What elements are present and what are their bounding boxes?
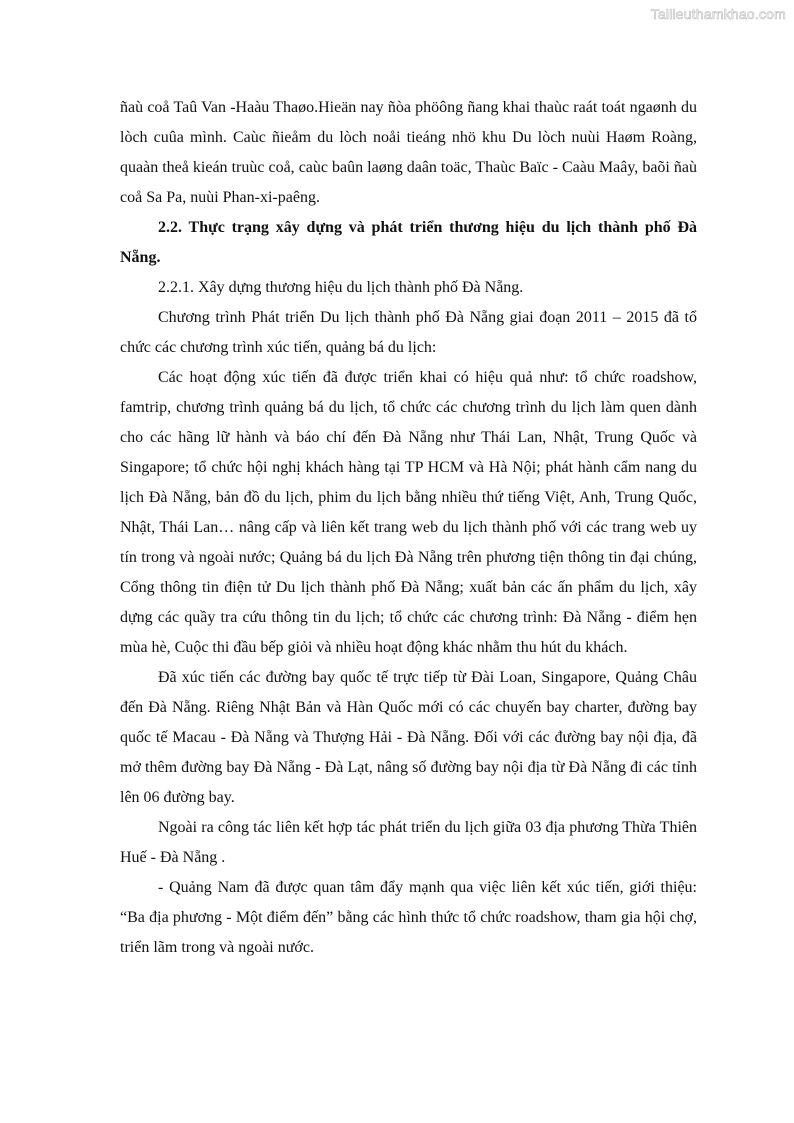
paragraph-flights: Đã xúc tiến các đường bay quốc tế trực tiếp từ Đài Loan, Singapore, Quảng Châu đến Đà Nẵng. Riêng Nhật Bản và Hàn Quốc mới có các chuyến bay charter, đường bay quốc tế Macau - Đà Nẵng và Thượng Hải - Đà Nẵng. Đối với các đường bay nội địa, đã mở thêm đường bay Đà Nẵng - Đà Lạt, nâng số đường bay nội địa từ Đà Nẵng đi các tỉnh lên 06 đường bay. <box>120 669 697 806</box>
paragraph-quang-nam: - Quảng Nam đã được quan tâm đẩy mạnh qua việc liên kết xúc tiến, giới thiệu: “Ba địa phương - Một điểm đến” bằng các hình thức tổ chức roadshow, tham gia hội chợ, triển lãm trong và ngoài nước. <box>120 879 697 956</box>
document-body <box>120 93 697 963</box>
section-heading: 2.2. Thực trạng xây dựng và phát triển thương hiệu du lịch thành phố Đà Nẵng. <box>120 219 697 266</box>
paragraph-activities: Các hoạt động xúc tiến đã được triển khai có hiệu quả như: tổ chức roadshow, famtrip, chương trình quảng bá du lịch, tổ chức các chương trình du lịch làm quen dành cho các hãng lữ hành và báo chí đến Đà Nẵng như Thái Lan, Nhật, Trung Quốc và Singapore; tổ chức hội nghị khách hàng tại TP HCM và Hà Nội; phát hành cẩm nang du lịch Đà Nẵng, bản đồ du lịch, phim du lịch bằng nhiều thứ tiếng Việt, Anh, Trung Quốc, Nhật, Thái Lan… nâng cấp và liên kết trang web du lịch thành phố với các trang web uy tín trong và ngoài nước; Quảng bá du lịch Đà Nẵng trên phương tiện thông tin đại chúng, Cổng thông tin điện tử Du lịch thành phố Đà Nẵng; xuất bản các ấn phẩm du lịch, xây dựng các quầy tra cứu thông tin du lịch; tổ chức các chương trình: Đà Nẵng - điểm hẹn mùa hè, Cuộc thi đầu bếp giỏi và nhiều hoạt động khác nhằm thu hút du khách. <box>120 369 697 656</box>
subsection-heading: 2.2.1. Xây dựng thương hiệu du lịch thành phố Đà Nẵng. <box>158 279 524 296</box>
watermark-text: Tailieuthamkhao.com <box>650 6 786 22</box>
paragraph-program: Chương trình Phát triển Du lịch thành phố Đà Nẵng giai đoạn 2011 – 2015 đã tổ chức các chương trình xúc tiến, quảng bá du lịch: <box>120 309 697 356</box>
paragraph-intro: ñaù coå Taû Van -Haàu Thaøo.Hieän nay ñòa phöông ñang khai thaùc raát toát ngaønh du lòch cuûa mình. Caùc ñieåm du lòch noåi tieáng nhö khu Du lòch nuùi Haøm Roàng, quaàn theå kieán truùc coå, caùc baûn laøng daân toäc, Thaùc Baïc - Caàu Maây, baõi ñaù coå Sa Pa, nuùi Phan-xi-paêng. <box>120 99 697 206</box>
paragraph-cooperation: Ngoài ra công tác liên kết hợp tác phát triển du lịch giữa 03 địa phương Thừa Thiên Huế - Đà Nẵng . <box>120 819 697 866</box>
